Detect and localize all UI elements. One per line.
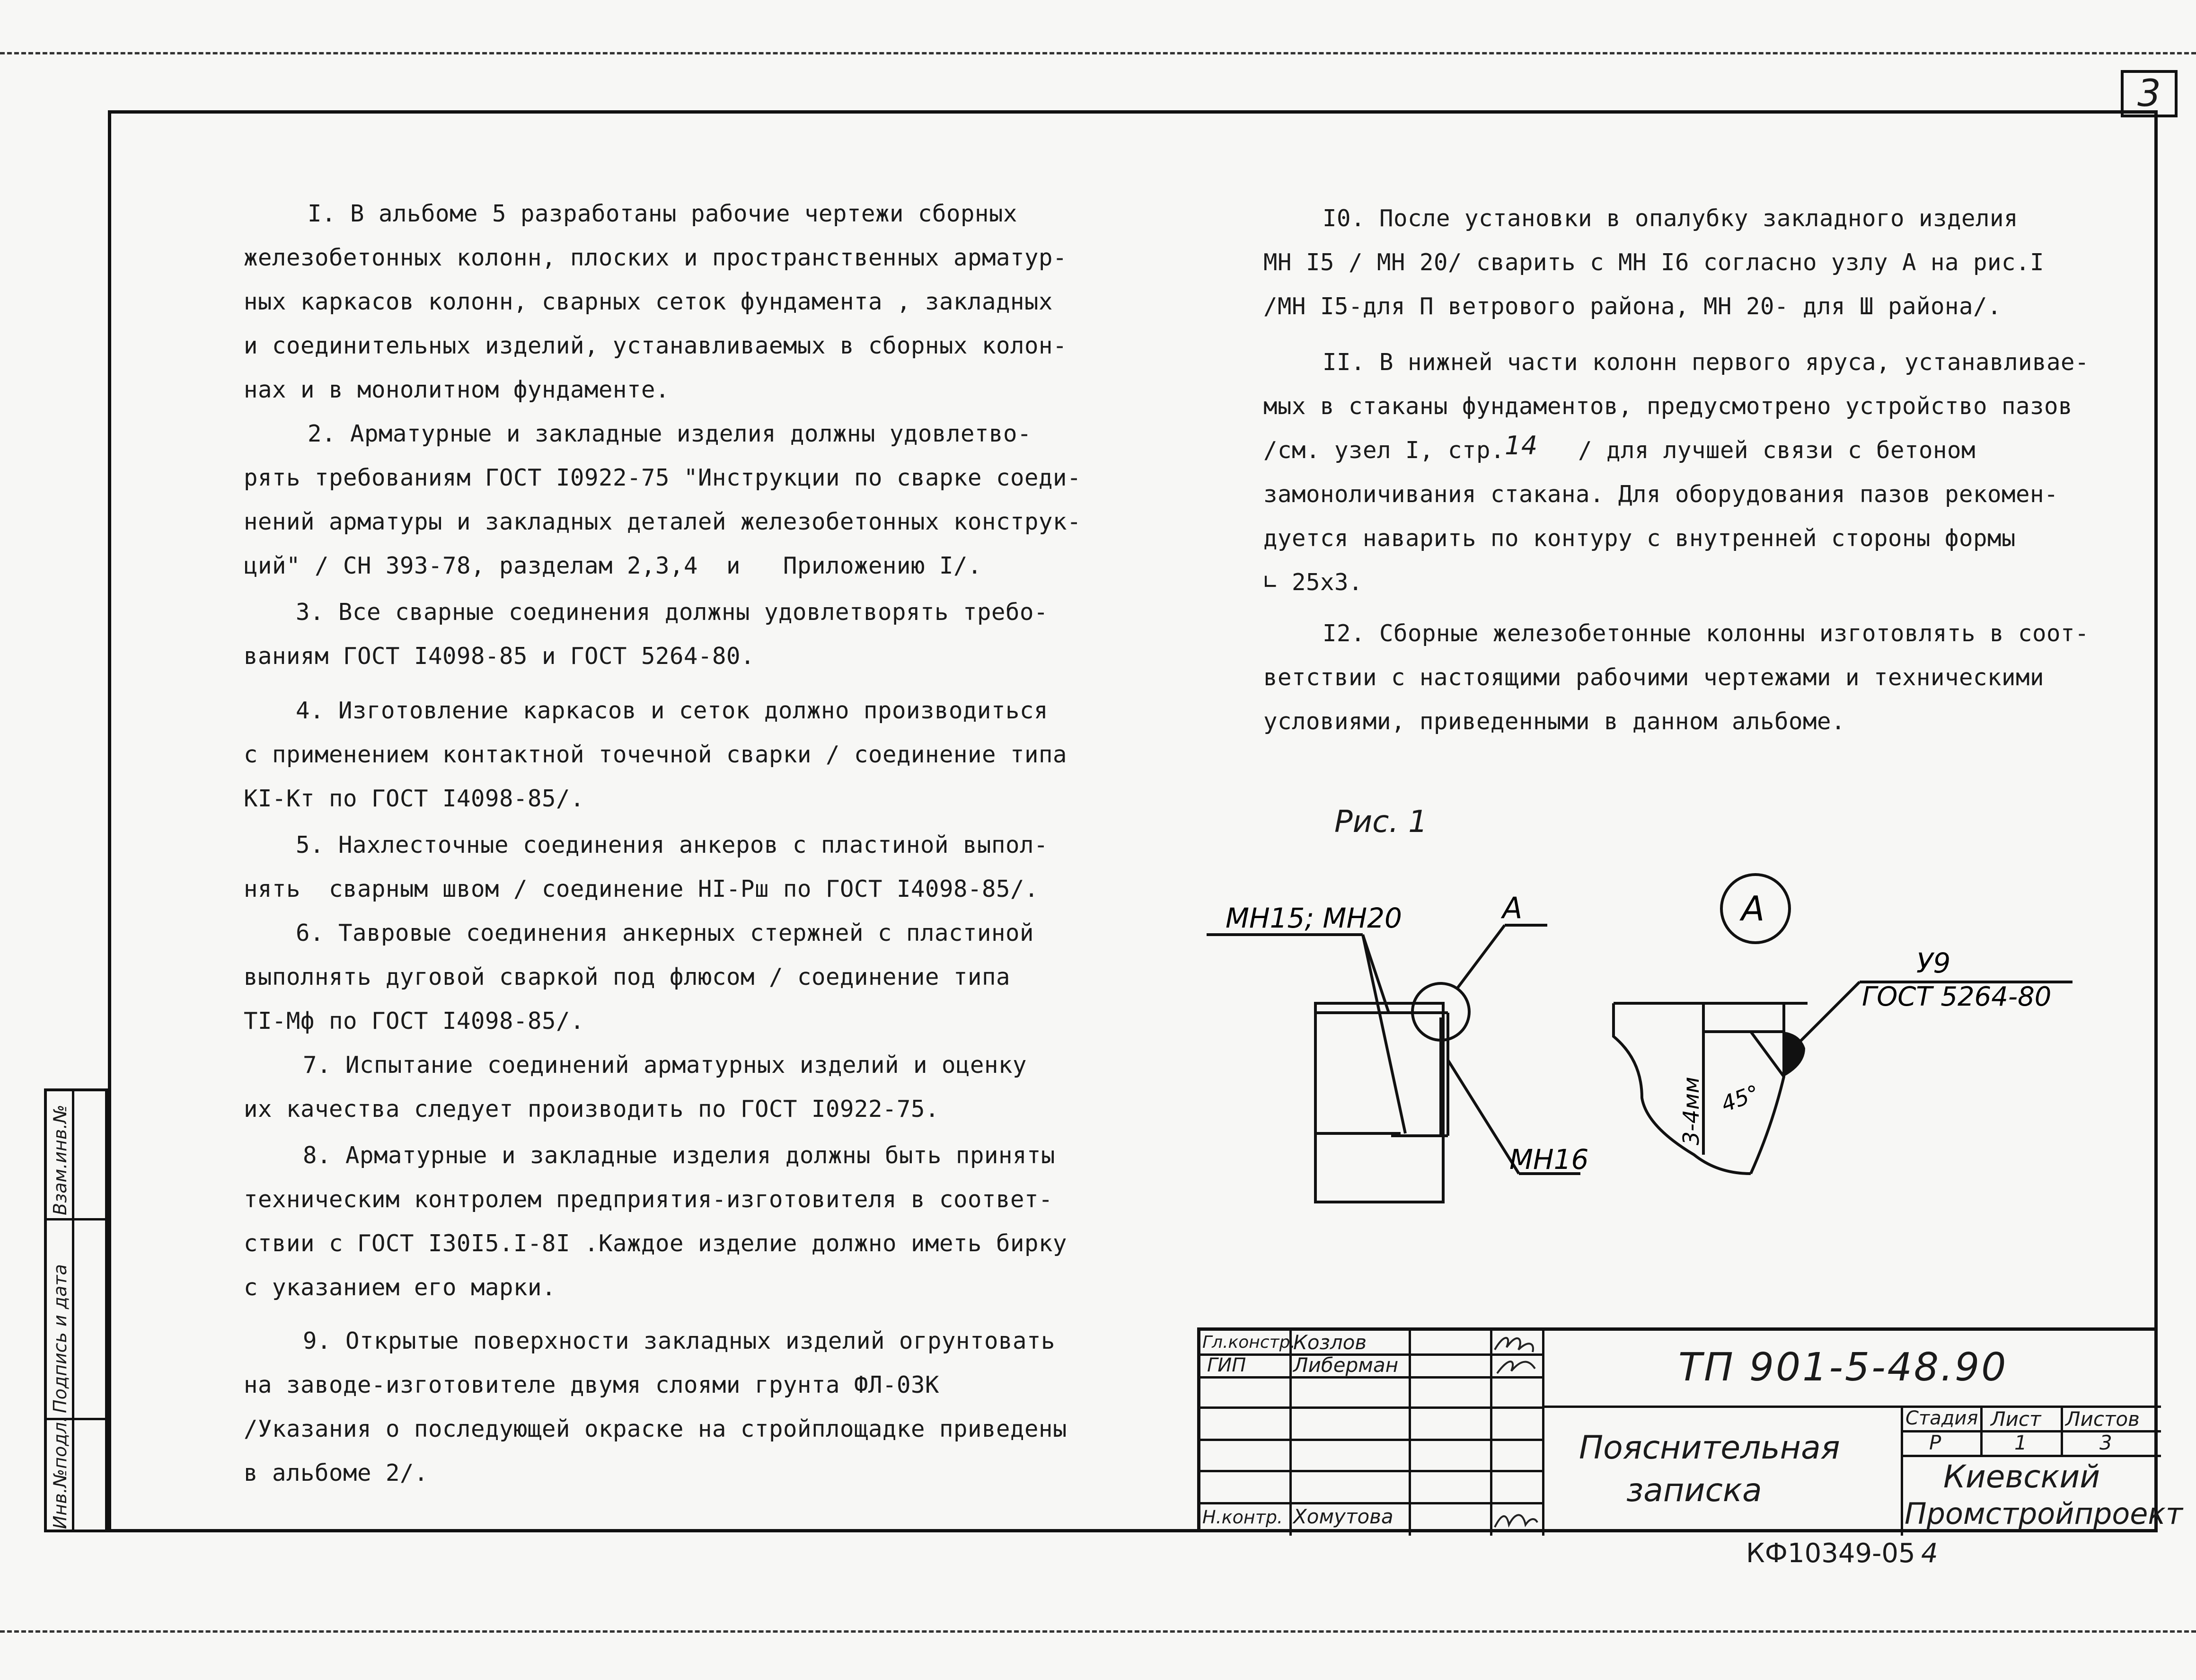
right-line: / для лучшей связи с бетоном <box>1578 437 1976 464</box>
right-line: II. В нижней части колонн первого яруса, устанавливае- <box>1323 349 2090 376</box>
leader-mh16 <box>1448 1060 1519 1174</box>
left-line: ТI-Мф по ГОСТ I4098-85/. <box>244 1008 585 1035</box>
left-line: с указанием его марки. <box>244 1274 556 1301</box>
bottom-cut-line <box>0 1630 2196 1633</box>
left-line: /Указания о последующей окраске на стройплощадке приведены <box>244 1415 1067 1442</box>
title-block <box>1197 1327 2183 1532</box>
left-line: 3. Все сварные соединения должны удовлетворять требо- <box>296 599 1049 626</box>
left-line: 5. Нахлесточные соединения анкеров с пластиной выпол- <box>296 831 1049 858</box>
left-line: 6. Тавровые соединения анкерных стержней с пластиной <box>296 920 1034 946</box>
name-khomutova: Хомутова <box>1293 1505 1393 1528</box>
archive-page: 4 <box>1921 1538 1938 1569</box>
weld-code: У9 <box>1916 947 1951 979</box>
organization-line-1: Киевский <box>1943 1459 2100 1495</box>
col-sheets: Листов <box>2065 1407 2140 1431</box>
right-line: ∟ 25х3. <box>1263 569 1363 596</box>
left-line: с применением контактной точечной сварки / соединение типа <box>244 741 1067 768</box>
archive-code: КФ10349-05 <box>1746 1538 1915 1569</box>
organization-line-2: Промстройпроект <box>1905 1496 2183 1531</box>
right-line: условиями, приведенными в данном альбоме. <box>1263 708 1846 735</box>
document-code: ТП 901-5-48.90 <box>1678 1345 2008 1390</box>
left-line: ных каркасов колонн, сварных сеток фундамента , закладных <box>244 288 1053 315</box>
left-line: их качества следует производить по ГОСТ I0922-75. <box>244 1096 940 1123</box>
left-line: нять сварным швом / соединение НI-Рш по ГОСТ I4098-85/. <box>244 875 1039 902</box>
left-line: ций" / СН 393-78, разделам 2,3,4 и Приложению I/. <box>244 552 982 579</box>
weld-figure <box>1202 861 2101 1221</box>
left-line: I. В альбоме 5 разработаны рабочие чертежи сборных <box>308 200 1018 227</box>
document-title-line-2: записка <box>1626 1472 1762 1509</box>
right-line: мых в стаканы фундаментов, предусмотрено устройство пазов <box>1263 393 2073 420</box>
col-sheet: Лист <box>1991 1407 2041 1431</box>
weld-standard: ГОСТ 5264-80 <box>1862 981 2052 1012</box>
top-cut-line <box>0 52 2196 54</box>
signatures <box>1490 1331 1542 1536</box>
left-line: 9. Открытые поверхности закладных изделий огрунтовать <box>303 1327 1056 1354</box>
role-chief-designer: Гл.констр. <box>1202 1333 1296 1352</box>
left-line: железобетонных колонн, плоских и пространственных арматур- <box>244 244 1067 271</box>
figure-caption: Рис. 1 <box>1334 805 1428 840</box>
left-line: нах и в монолитном фундаменте. <box>244 376 670 403</box>
label-a: А <box>1502 891 1523 925</box>
role-norm-control: Н.контр. <box>1202 1507 1283 1528</box>
left-line: в альбоме 2/. <box>244 1459 429 1486</box>
right-line: МН I5 / МН 20/ сварить с МН I6 согласно узлу А на рис.I <box>1263 249 2045 276</box>
col-stage: Стадия <box>1905 1407 1978 1429</box>
right-line: дуется наварить по контуру с внутренней стороны формы <box>1263 525 2016 552</box>
left-line: 4. Изготовление каркасов и сеток должно производиться <box>296 697 1049 724</box>
left-line: 7. Испытание соединений арматурных изделий и оценку <box>303 1052 1027 1079</box>
left-line: КI-Кт по ГОСТ I4098-85/. <box>244 785 585 812</box>
left-line: нений арматуры и закладных деталей железобетонных конструк- <box>244 508 1082 535</box>
name-liberman: Либерман <box>1293 1353 1399 1377</box>
left-line: 8. Арматурные и закладные изделия должны быть приняты <box>303 1142 1056 1169</box>
weld-leader <box>1793 982 1860 1048</box>
left-line: техническим контролем предприятия-изготовителя в соответ- <box>244 1186 1053 1213</box>
sheets-value: 3 <box>2099 1431 2112 1454</box>
right-line: /МН I5-для П ветрового района, МН 20- для Ш района/. <box>1263 293 2002 320</box>
name-kozlov: Козлов <box>1293 1331 1367 1354</box>
left-line: ваниям ГОСТ I4098-85 и ГОСТ 5264-80. <box>244 643 755 670</box>
right-line: замоноличивания стакана. Для оборудования пазов рекомен- <box>1263 481 2059 508</box>
stage-value: Р <box>1929 1431 1941 1454</box>
label-mh16: МН16 <box>1509 1143 1589 1176</box>
left-line: выполнять дуговой сваркой под флюсом / соединение типа <box>244 964 1011 990</box>
right-line: ветствии с настоящими рабочими чертежами и техническими <box>1263 664 2045 691</box>
right-line: /см. узел I, стр. <box>1263 437 1505 464</box>
document-title-line-1: Пояснительная <box>1579 1429 1840 1467</box>
side-stamp-strip <box>44 1088 108 1532</box>
right-line-handwritten-page: 14 <box>1505 431 1538 460</box>
role-gip: ГИП <box>1207 1354 1246 1376</box>
side-label-replace: Взам.инв.№ <box>50 1105 71 1215</box>
sheet-value: 1 <box>2014 1431 2027 1454</box>
label-mh15-mh20: МН15; МН20 <box>1226 902 1402 934</box>
node-label-a: А <box>1741 889 1765 928</box>
side-label-inv: Инв.№подл. <box>50 1416 71 1529</box>
left-line: рять требованиям ГОСТ I0922-75 "Инструкции по сварке соеди- <box>244 464 1082 491</box>
dim-size: 3-4мм <box>1678 1077 1704 1145</box>
left-line: на заводе-изготовителе двумя слоями грунта ФЛ-03К <box>244 1371 940 1398</box>
dim-angle: 45° <box>1718 1079 1763 1117</box>
right-line: I0. После установки в опалубку закладного изделия <box>1323 205 2019 232</box>
side-label-sign: Подпись и дата <box>50 1264 71 1413</box>
left-line: ствии с ГОСТ I30I5.I-8I .Каждое изделие должно иметь бирку <box>244 1230 1067 1257</box>
left-line: и соединительных изделий, устанавливаемых в сборных колон- <box>244 332 1067 359</box>
right-line: I2. Сборные железобетонные колонны изготовлять в соот- <box>1323 620 2090 647</box>
left-line: 2. Арматурные и закладные изделия должны удовлетво- <box>308 420 1032 447</box>
leader-a <box>1457 925 1505 988</box>
sheet-number: 3 <box>2121 70 2178 117</box>
